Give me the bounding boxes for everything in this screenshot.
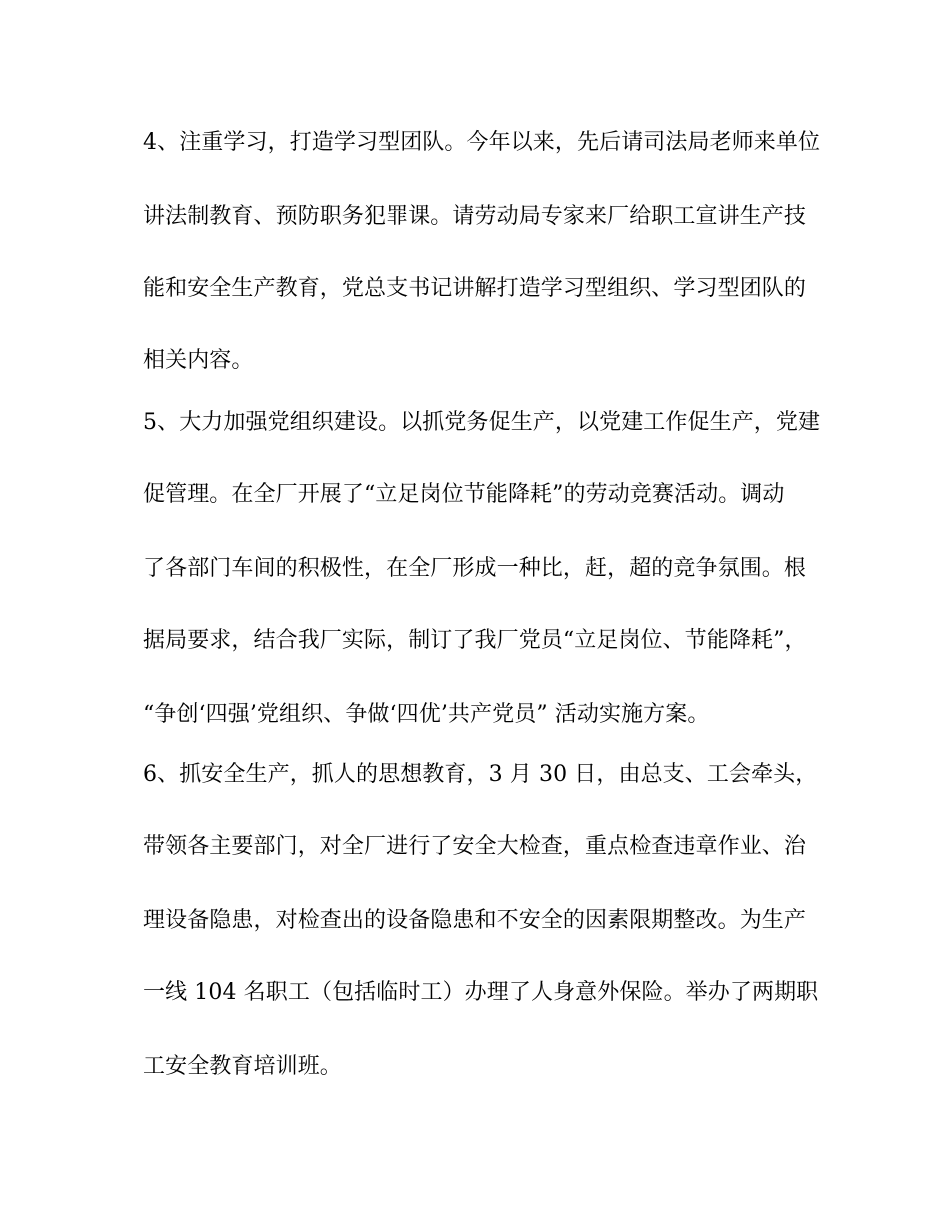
text-line: 工安全教育培训班。 <box>143 1054 342 1079</box>
text-line: 讲法制教育、预防职务犯罪课。请劳动局专家来厂给职工宣讲生产技 <box>143 204 807 229</box>
text-line: 带领各主要部门，对全厂进行了安全大检查，重点检查违章作业、治 <box>143 834 807 859</box>
text-line: “争创‘四强’党组织、争做‘四优’共产党员” 活动实施方案。 <box>143 702 710 727</box>
text-line: 5、大力加强党组织建设。以抓党务促生产，以党建工作促生产，党建 <box>143 410 821 435</box>
text-line: 据局要求，结合我厂实际，制订了我厂党员“立足岗位、节能降耗”， <box>143 628 807 653</box>
text-line: 一线 104 名职工（包括临时工）办理了人身意外保险。举办了两期职 <box>143 980 819 1005</box>
text-line: 理设备隐患，对检查出的设备隐患和不安全的因素限期整改。为生产 <box>143 908 807 933</box>
text-line: 4、注重学习，打造学习型团队。今年以来，先后请司法局老师来单位 <box>143 130 821 155</box>
text-line: 能和安全生产教育，党总支书记讲解打造学习型组织、学习型团队的 <box>143 276 807 301</box>
text-line: 了各部门车间的积极性，在全厂形成一种比，赶，超的竞争氛围。根 <box>143 556 807 581</box>
text-line: 促管理。在全厂开展了“立足岗位节能降耗”的劳动竞赛活动。调动 <box>143 482 785 507</box>
text-line: 相关内容。 <box>143 348 254 373</box>
text-line: 6、抓安全生产，抓人的思想教育，3 月 30 日，由总支、工会牵头， <box>143 762 818 787</box>
